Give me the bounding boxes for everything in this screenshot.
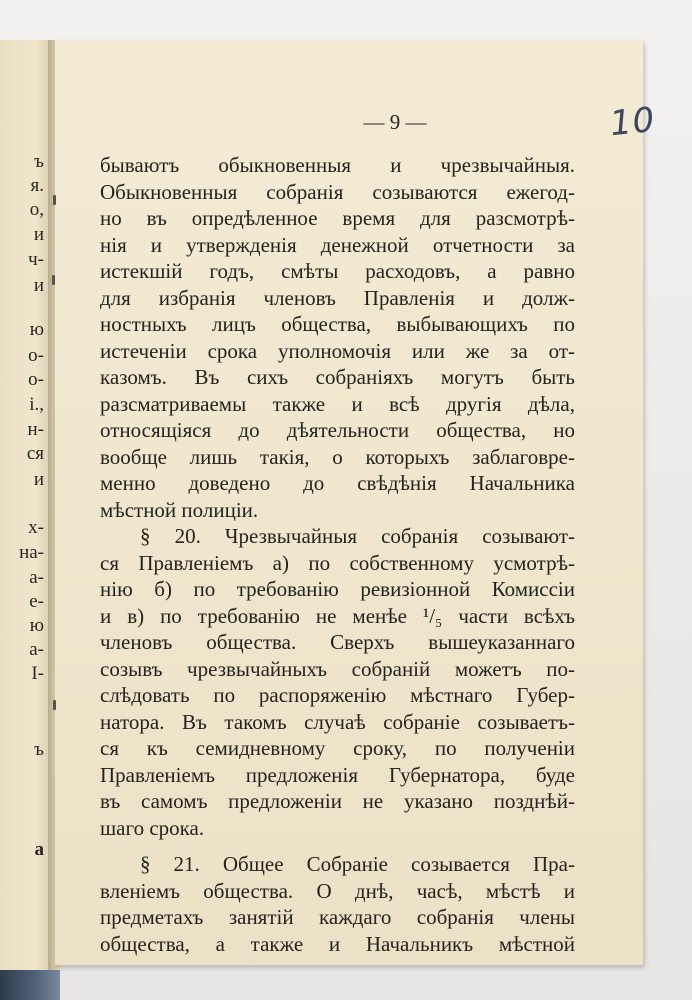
paragraph-start: § 20. Чрезвычайныя собранія созывают- <box>140 524 575 548</box>
text-line: нія и утвержденія денежной отчетности за <box>100 232 575 257</box>
left-fragment: на- <box>19 542 44 563</box>
left-fragment: х- <box>28 517 44 538</box>
text-line: истеченіи срока уполномочія или же за от- <box>100 338 575 363</box>
left-fragment: о- <box>28 345 44 366</box>
left-fragment: и <box>33 224 44 245</box>
text-line: общества, а также и Начальникъ мѣстной <box>100 931 575 956</box>
text-line: казомъ. Въ сихъ собраніяхъ могутъ быть <box>100 365 575 389</box>
text-line: истекшій годъ, смѣты расходовъ, а равно <box>100 259 575 283</box>
left-fragment: ч- <box>28 249 44 270</box>
left-fragment: І- <box>31 663 44 684</box>
text-line: нію б) по требованію ревизіонной Комиссіи <box>100 577 575 601</box>
body-text <box>100 152 575 957</box>
text-line: Обыкновенныя собранія созываются ежегод- <box>100 179 575 204</box>
text-line: предметахъ занятій каждаго собранія члены <box>100 905 575 929</box>
left-fragment: и <box>33 469 44 490</box>
binding-mark <box>52 275 55 285</box>
text-line: вообще лишь такія, о которыхъ заблаговре- <box>100 444 575 469</box>
left-fragment: е- <box>29 591 44 612</box>
text-line: для избранія членовъ Правленія и долж- <box>100 285 575 310</box>
left-page <box>0 40 50 970</box>
text-line: натора. Въ такомъ случаѣ собраніе созываетъ- <box>100 709 575 734</box>
text-line: слѣдовать по распоряженію мѣстнаго Губер- <box>100 683 575 707</box>
text-line: но въ опредѣленное время для разсмотрѣ- <box>100 206 575 230</box>
left-fragment: о- <box>28 369 44 390</box>
text-line: въ самомъ предложеніи не указано позднѣй- <box>100 789 575 813</box>
text-line: созывъ чрезвычайныхъ собраній можетъ по- <box>100 656 575 681</box>
text-line: Правленіемъ предложенія Губернатора, буде <box>100 762 575 787</box>
left-fragment: а <box>34 839 44 860</box>
left-fragment: ю <box>29 615 44 636</box>
text-line: относящіяся до дѣятельности общества, но <box>100 418 575 442</box>
text-line: членовъ общества. Сверхъ вышеуказаннаго <box>100 630 575 654</box>
text-line: вленіемъ общества. О днѣ, часѣ, мѣстѣ и <box>100 878 575 903</box>
text-line: менно доведено до свѣдѣнія Начальника <box>100 471 575 495</box>
text-line: и в) по требованію не менѣе ¹/₅ части всѣхъ <box>100 603 575 628</box>
left-fragment: а- <box>29 639 44 660</box>
text-line: ностныхъ лицъ общества, выбывающихъ по <box>100 312 575 336</box>
left-fragment: ъ <box>34 151 44 172</box>
left-fragment: ъ <box>34 739 44 760</box>
left-fragment: я. <box>30 175 44 196</box>
left-fragment: і., <box>29 394 44 415</box>
left-fragment: ся <box>26 443 44 464</box>
text-line: мѣстной полиціи. <box>100 497 259 522</box>
left-fragment: ю <box>29 319 44 340</box>
paragraph-gap <box>100 841 575 851</box>
handwritten-folio-number: 10 <box>608 99 658 145</box>
text-line: бываютъ обыкновенныя и чрезвычайныя. <box>100 153 575 177</box>
left-fragment: о, <box>29 199 44 220</box>
text-line: шаго срока. <box>100 815 205 840</box>
binding-mark <box>53 700 56 710</box>
left-fragment: а- <box>29 567 44 588</box>
text-line: ся Правленіемъ а) по собственному усмотрѣ- <box>100 550 575 575</box>
binding-mark <box>53 195 56 205</box>
page-number: — 9 — <box>363 110 427 134</box>
left-fragment: и <box>33 275 44 296</box>
text-line: ся къ семидневному сроку, по полученіи <box>100 736 575 760</box>
paragraph-start: § 21. Общее Собраніе созывается Пра- <box>140 852 575 876</box>
left-fragment: н- <box>27 419 44 440</box>
text-line: разсматриваемы также и всѣ другія дѣла, <box>100 391 575 416</box>
